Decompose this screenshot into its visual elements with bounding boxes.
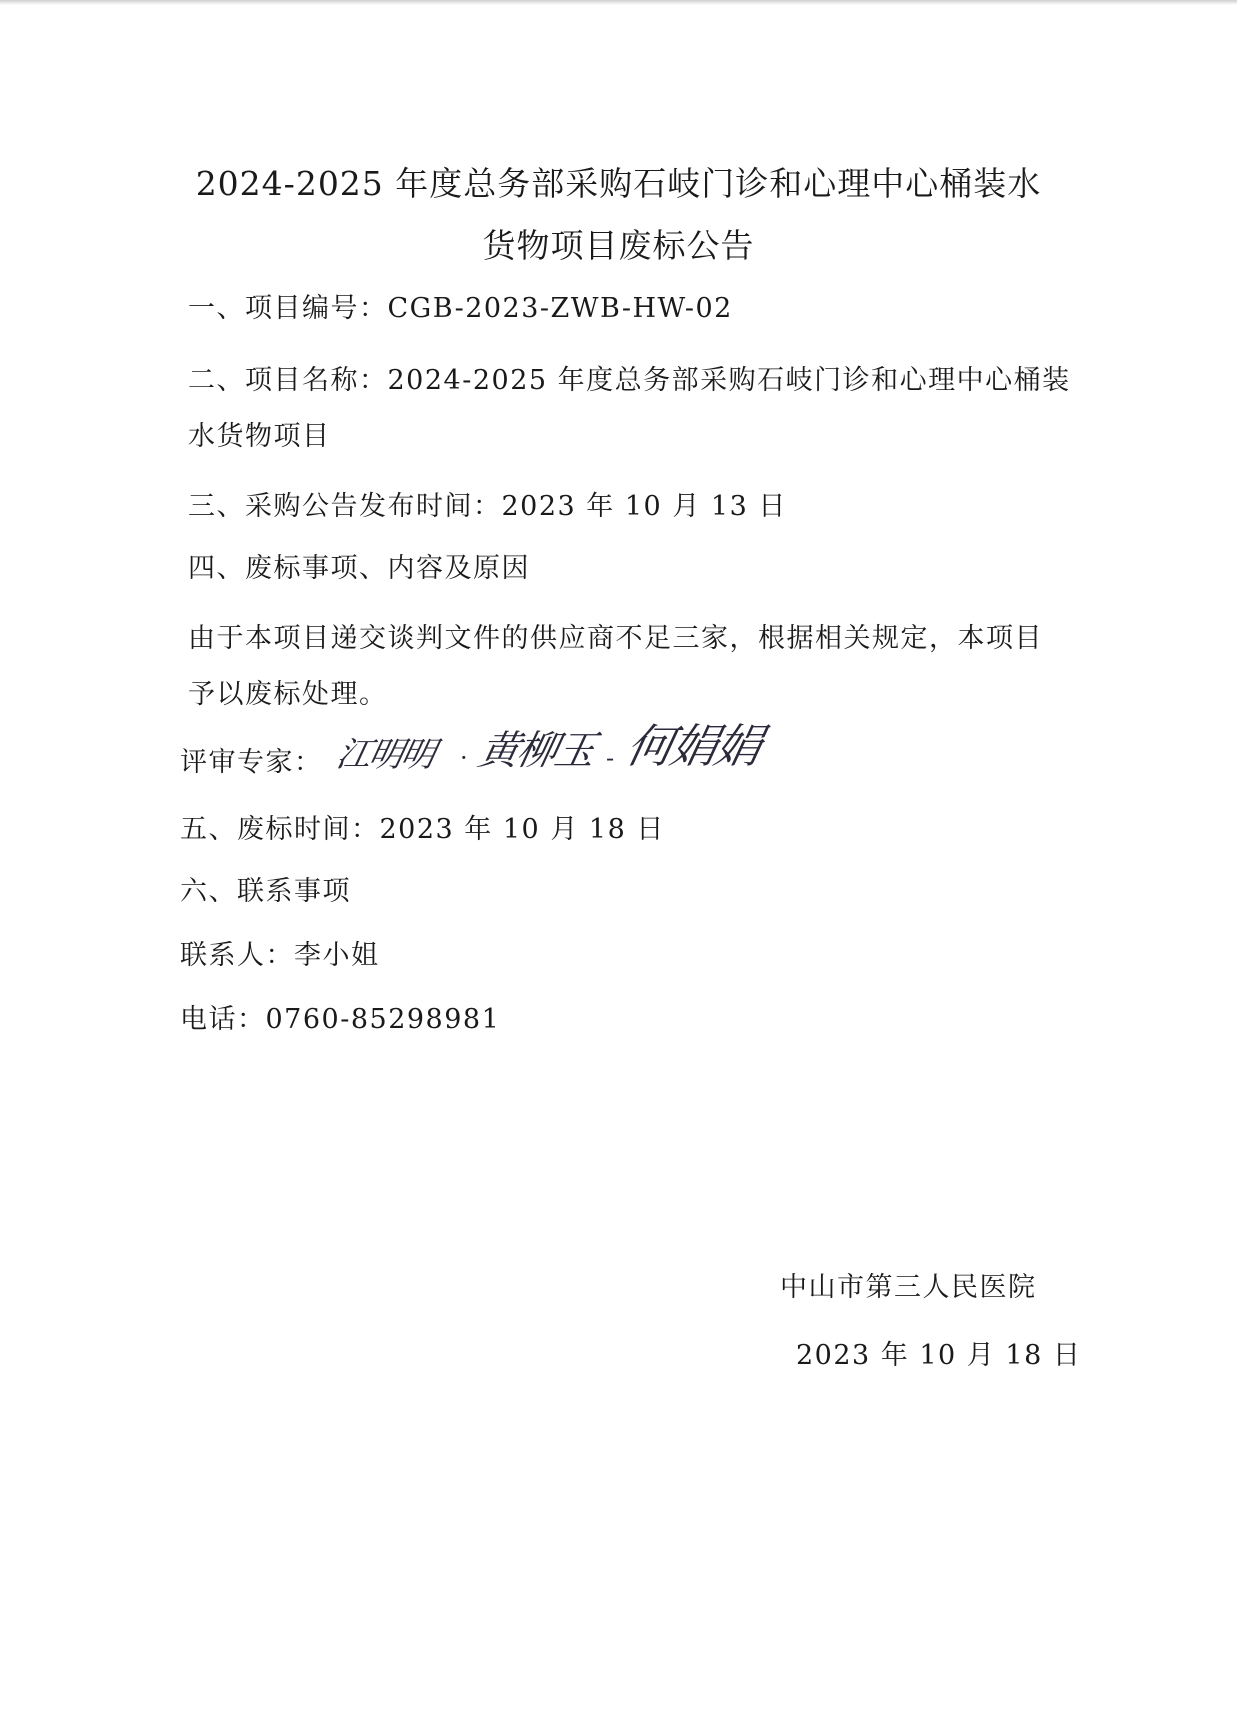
reason-line-2: 予以废标处理。 <box>188 679 388 710</box>
contact-heading: 六、联系事项 <box>180 876 351 907</box>
expert-signature-2: 黄柳玉 <box>474 728 599 774</box>
contact-phone: 电话：0760-85298981 <box>180 1004 501 1035</box>
document-title-line-2: 货物项目废标公告 <box>482 226 755 265</box>
contact-person: 联系人：李小姐 <box>180 940 380 971</box>
reason-heading: 四、废标事项、内容及原因 <box>188 553 530 584</box>
project-name-line-2: 水货物项目 <box>188 421 331 452</box>
reason-line-1: 由于本项目递交谈判文件的供应商不足三家，根据相关规定，本项目 <box>188 623 1043 654</box>
expert-signatures <box>328 719 968 790</box>
project-name-line-1: 二、项目名称：2024-2025 年度总务部采购石岐门诊和心理中心桶装 <box>188 365 1071 396</box>
signature-separator: · <box>460 744 468 772</box>
issue-date: 2023 年 10 月 18 日 <box>796 1340 1082 1371</box>
cancel-time: 五、废标时间：2023 年 10 月 18 日 <box>180 814 665 845</box>
expert-signature-1: 江明明 <box>333 735 438 775</box>
publish-time: 三、采购公告发布时间：2023 年 10 月 13 日 <box>188 491 787 522</box>
expert-signature-3: 何娟娟 <box>621 719 766 773</box>
scan-top-edge <box>0 0 1237 5</box>
signature-separator: - <box>606 744 615 772</box>
document-title-line-1: 2024-2025 年度总务部采购石岐门诊和心理中心桶装水 <box>195 164 1042 203</box>
issuer-organization: 中山市第三人民医院 <box>780 1272 1037 1303</box>
experts-label: 评审专家： <box>180 747 323 778</box>
project-number: 一、项目编号：CGB-2023-ZWB-HW-02 <box>188 293 733 324</box>
